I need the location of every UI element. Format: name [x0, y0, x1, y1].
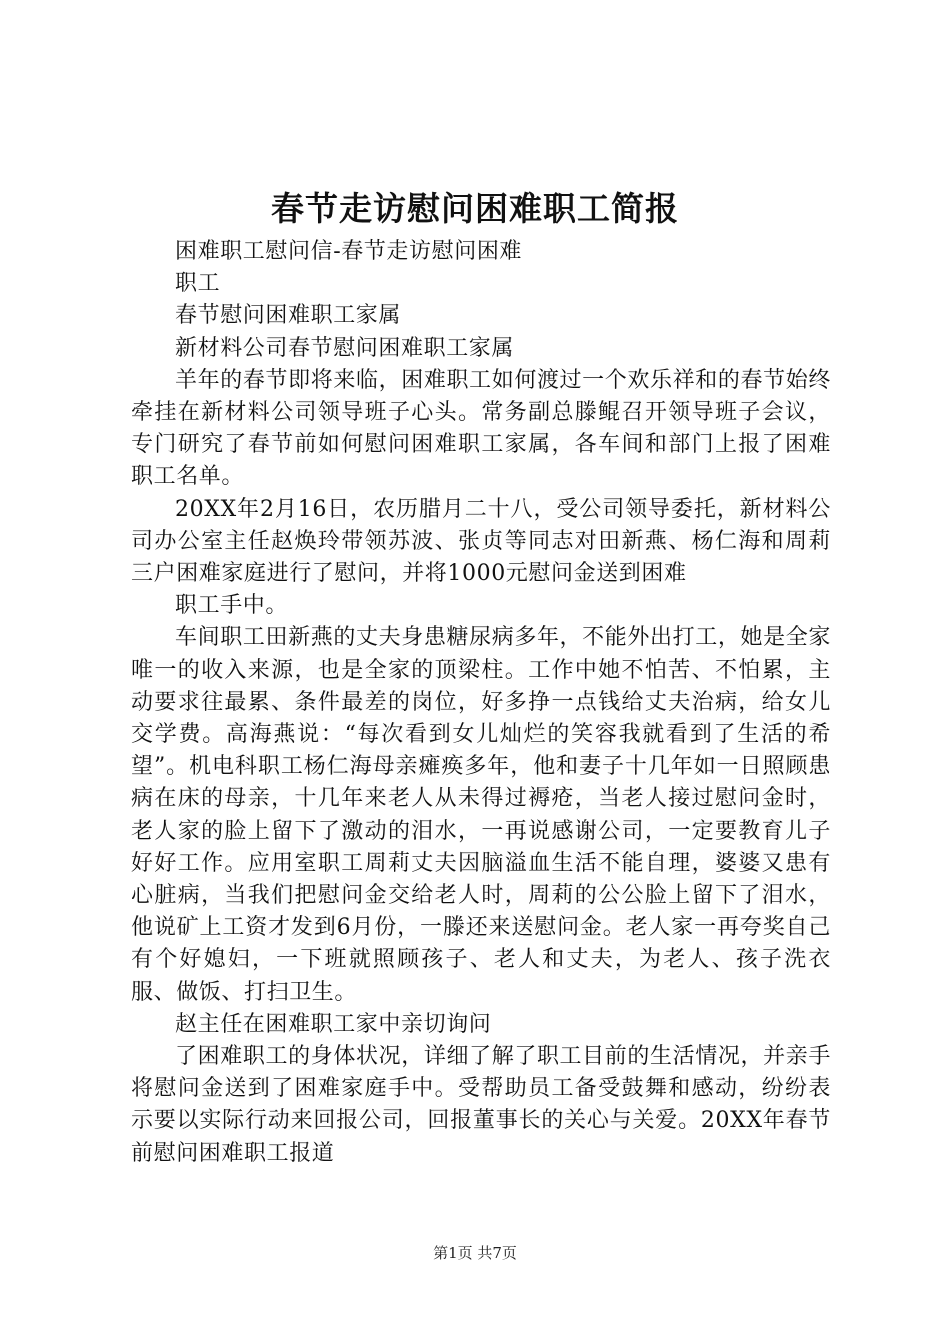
paragraph: 困难职工慰问信-春节走访慰问困难 — [175, 239, 523, 264]
paragraph: 羊年的春节即将来临，困难职工如何渡过一个欢乐祥和的春节始终牵挂在新材料公司领导班子心头。常务副总滕鲲召开领导班子会议，专门研究了春节前如何慰问困难职工家属，各车间和部门上报了困难职工名单。 — [131, 367, 831, 490]
paragraph: 春节慰问困难职工家属 — [175, 303, 402, 329]
paragraph: 20XX年2月16日，农历腊月二十八，受公司领导委托，新材料公司办公室主任赵焕玲带领苏波、张贞等同志对田新燕、杨仁海和周莉三户困难家庭进行了慰问，并将1000元慰问金送到困难 — [131, 496, 831, 587]
document-title: 春节走访慰问困难职工简报 — [271, 189, 679, 228]
paragraph: 职工 — [175, 271, 221, 297]
paragraph: 了困难职工的身体状况，详细了解了职工目前的生活情况，并亲手将慰问金送到了困难家庭手中。受帮助员工备受鼓舞和感动，纷纷表示要以实际行动来回报公司，回报董事长的关心与关爱。20XX年春节前慰问困难职工报道 — [131, 1044, 831, 1166]
page-number: 第1页 共7页 — [433, 1244, 517, 1262]
paragraph: 职工手中。 — [175, 593, 289, 619]
paragraph: 新材料公司春节慰问困难职工家属 — [175, 335, 515, 361]
document-body — [131, 236, 831, 1170]
paragraph: 赵主任在困难职工家中亲切询问 — [175, 1011, 492, 1037]
paragraph: 车间职工田新燕的丈夫身患糖尿病多年，不能外出打工，她是全家唯一的收入来源，也是全家的顶梁柱。工作中她不怕苦、不怕累，主动要求往最累、条件最差的岗位，好多挣一点钱给丈夫治病，给女儿交学费。高海燕说：“每次看到女儿灿烂的笑容我就看到了生活的希望”。机电科职工杨仁海母亲瘫痪多年，他和妻子十几年如一日照顾患病在床的母亲，十几年来老人从未得过褥疮，当老人接过慰问金时，老人家的脸上留下了激动的泪水，一再说感谢公司，一定要教育儿子好好工作。应用室职工周莉丈夫因脑溢血生活不能自理，婆婆又患有心脏病，当我们把慰问金交给老人时，周莉的公公脸上留下了泪水，他说矿上工资才发到6月份，一滕还来送慰问金。老人家一再夸奖自己有个好媳妇，一下班就照顾孩子、老人和丈夫，为老人、孩子洗衣服、做饭、打扫卫生。 — [131, 625, 831, 1005]
